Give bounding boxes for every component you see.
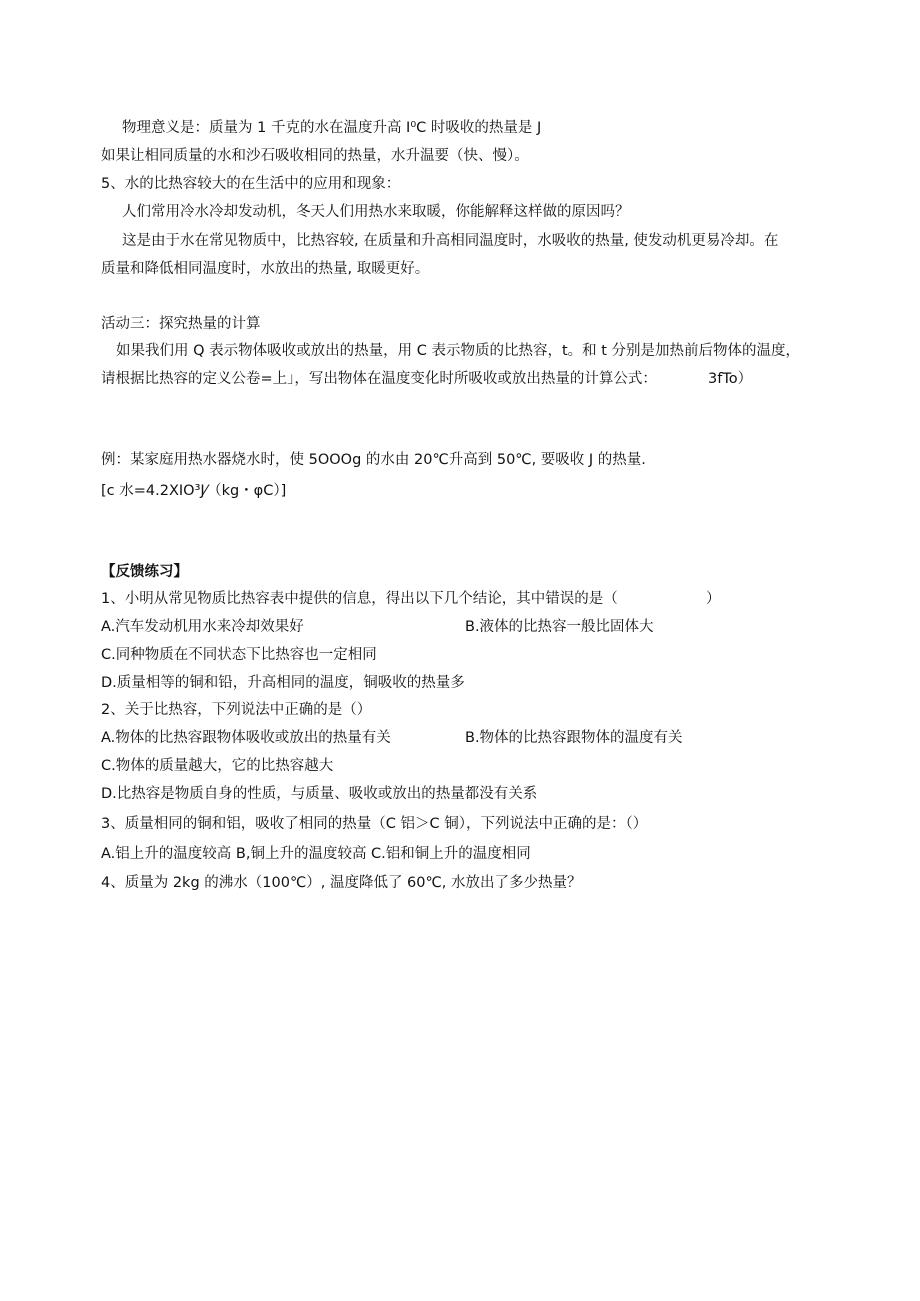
q1-option-d: D.质量相等的铜和铅，升高相同的温度，铜吸收的热量多 (101, 675, 465, 691)
q2-option-d: D.比热容是物质自身的性质，与质量、吸收或放出的热量都没有关系 (101, 786, 538, 802)
activity3-formula: 3fTo） (708, 371, 753, 387)
q1-option-a: A.汽车发动机用水来冷却效果好 (101, 619, 304, 635)
activity3-line1: 如果我们用 Q 表示物体吸收或放出的热量，用 C 表示物质的比热容，t。和 t 分别是加热前后物体的温度， (116, 343, 801, 359)
q3-stem: 3、质量相同的铜和铝，吸收了相同的热量（C 铝＞C 铜），下列说法中正确的是：（） (101, 816, 648, 832)
example-line2: [c 水=4.2XIO³J⁄（kg・φC）] (101, 483, 287, 499)
q2-option-c: C.物体的质量越大，它的比热容越大 (101, 758, 334, 774)
feedback-header: 【反馈练习】 (101, 564, 188, 580)
q2-option-b: B.物体的比热容跟物体的温度有关 (465, 730, 683, 746)
item5-question: 人们常用冷水冷却发动机，冬天人们用热水来取暖，你能解释这样做的原因吗？ (122, 204, 630, 220)
q1-stem-close: ） (706, 591, 721, 607)
example-line1: 例：某家庭用热水器烧水时，使 5OOOg 的水由 20℃升高到 50℃, 要吸收 J 的热量. (101, 452, 646, 468)
physical-meaning-line: 物理意义是：质量为 1 千克的水在温度升高 I⁰C 时吸收的热量是 J (122, 120, 542, 136)
q1-stem: 1、小明从常见物质比热容表中提供的信息，得出以下几个结论，其中错误的是（ (101, 591, 618, 607)
item5-title: 5、水的比热容较大的在生活中的应用和现象： (101, 176, 401, 192)
q3-options: A.铝上升的温度较高 B,铜上升的温度较高 C.铝和铜上升的温度相同 (101, 846, 531, 862)
q2-option-a: A.物体的比热容跟物体吸收或放出的热量有关 (101, 730, 391, 746)
item5-answer-line2: 质量和降低相同温度时，水放出的热量, 取暖更好。 (101, 261, 430, 277)
activity3-line2: 请根据比热容的定义公卷=上」，写出物体在温度变化时所吸收或放出热量的计算公式： (101, 371, 657, 387)
activity3-title: 活动三：探究热量的计算 (101, 316, 261, 332)
q2-stem: 2、关于比热容，下列说法中正确的是（） (101, 702, 372, 718)
water-sand-question: 如果让相同质量的水和沙石吸收相同的热量，水升温要（快、慢）。 (101, 148, 529, 164)
item5-answer-line1: 这是由于水在常见物质中，比热容较, 在质量和升高相同温度时，水吸收的热量, 使发动机更易冷却。在 (122, 233, 779, 249)
q1-option-c: C.同种物质在不同状态下比热容也一定相同 (101, 647, 377, 663)
q1-option-b: B.液体的比热容一般比固体大 (465, 619, 654, 635)
q4-stem: 4、质量为 2kg 的沸水（100℃）, 温度降低了 60℃, 水放出了多少热量？ (101, 875, 582, 891)
